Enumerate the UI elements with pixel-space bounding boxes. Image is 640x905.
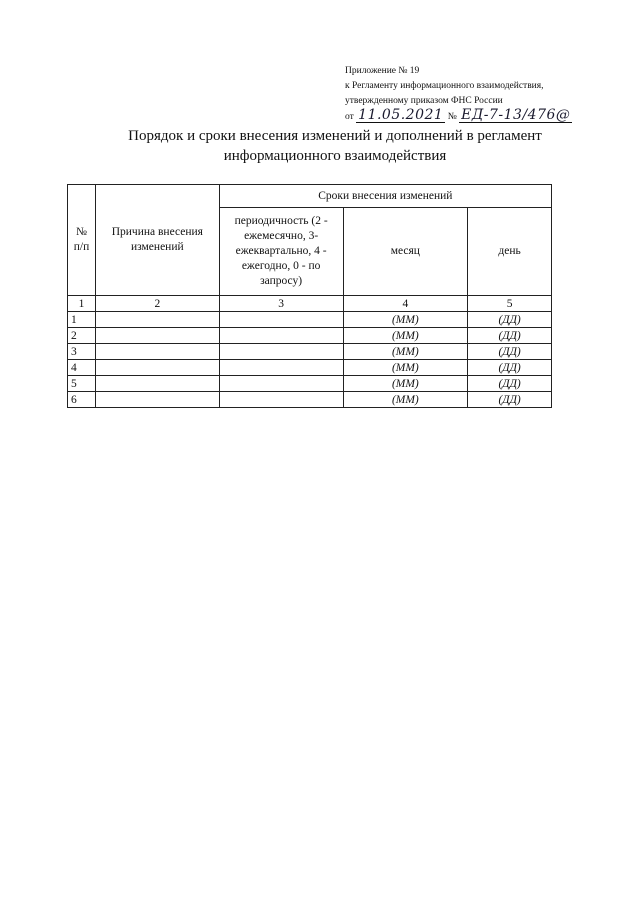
- page-title: [100, 126, 570, 166]
- date-prefix: от: [345, 112, 354, 122]
- handwritten-number: ЕД-7-13/476@: [461, 107, 571, 123]
- row-reason: [95, 376, 219, 392]
- row-reason: [95, 360, 219, 376]
- row-periodicity: [219, 392, 343, 408]
- row-reason: [95, 328, 219, 344]
- row-periodicity: [219, 360, 343, 376]
- row-reason: [95, 344, 219, 360]
- row-day: (ДД): [468, 392, 552, 408]
- index-cell: 5: [468, 296, 552, 312]
- row-day: (ДД): [468, 360, 552, 376]
- row-month: (ММ): [343, 312, 468, 328]
- table-row: [68, 360, 552, 376]
- row-reason: [95, 392, 219, 408]
- row-month: (ММ): [343, 328, 468, 344]
- terms-table: [67, 184, 552, 408]
- regulation-reference: к Регламенту информационного взаимодействия,: [345, 81, 544, 91]
- row-periodicity: [219, 376, 343, 392]
- row-number: 2: [68, 328, 96, 344]
- header-periodicity: периодичность (2 - ежемесячно, 3- ежеквартально, 4 - ежегодно, 0 - по запросу): [219, 208, 343, 296]
- title-line-1: Порядок и сроки внесения изменений и дополнений в регламент: [128, 128, 542, 144]
- index-cell: 3: [219, 296, 343, 312]
- header-number: № п/п: [68, 185, 96, 296]
- index-cell: 1: [68, 296, 96, 312]
- order-date-number: [345, 109, 615, 125]
- row-periodicity: [219, 328, 343, 344]
- table-header-row-1: [68, 185, 552, 208]
- row-number: 6: [68, 392, 96, 408]
- table-row: [68, 328, 552, 344]
- row-day: (ДД): [468, 328, 552, 344]
- row-periodicity: [219, 312, 343, 328]
- index-cell: 4: [343, 296, 468, 312]
- row-month: (ММ): [343, 376, 468, 392]
- index-cell: 2: [95, 296, 219, 312]
- header-month: месяц: [343, 208, 468, 296]
- appendix-number: Приложение № 19: [345, 66, 420, 76]
- row-number: 4: [68, 360, 96, 376]
- table-row: [68, 312, 552, 328]
- row-month: (ММ): [343, 344, 468, 360]
- handwritten-date: 11.05.2021: [358, 107, 444, 123]
- table-row: [68, 392, 552, 408]
- table-index-row: [68, 296, 552, 312]
- row-number: 1: [68, 312, 96, 328]
- row-periodicity: [219, 344, 343, 360]
- row-day: (ДД): [468, 344, 552, 360]
- row-reason: [95, 312, 219, 328]
- table-row: [68, 376, 552, 392]
- appendix-block: [345, 64, 615, 125]
- row-month: (ММ): [343, 360, 468, 376]
- row-day: (ДД): [468, 312, 552, 328]
- row-day: (ДД): [468, 376, 552, 392]
- number-prefix: №: [447, 112, 457, 122]
- header-reason: Причина внесения изменений: [95, 185, 219, 296]
- row-month: (ММ): [343, 392, 468, 408]
- title-line-2: информационного взаимодействия: [223, 148, 447, 164]
- row-number: 3: [68, 344, 96, 360]
- header-terms-group: Сроки внесения изменений: [219, 185, 551, 208]
- row-number: 5: [68, 376, 96, 392]
- header-day: день: [468, 208, 552, 296]
- order-reference: утвержденному приказом ФНС России: [345, 96, 503, 106]
- table-row: [68, 344, 552, 360]
